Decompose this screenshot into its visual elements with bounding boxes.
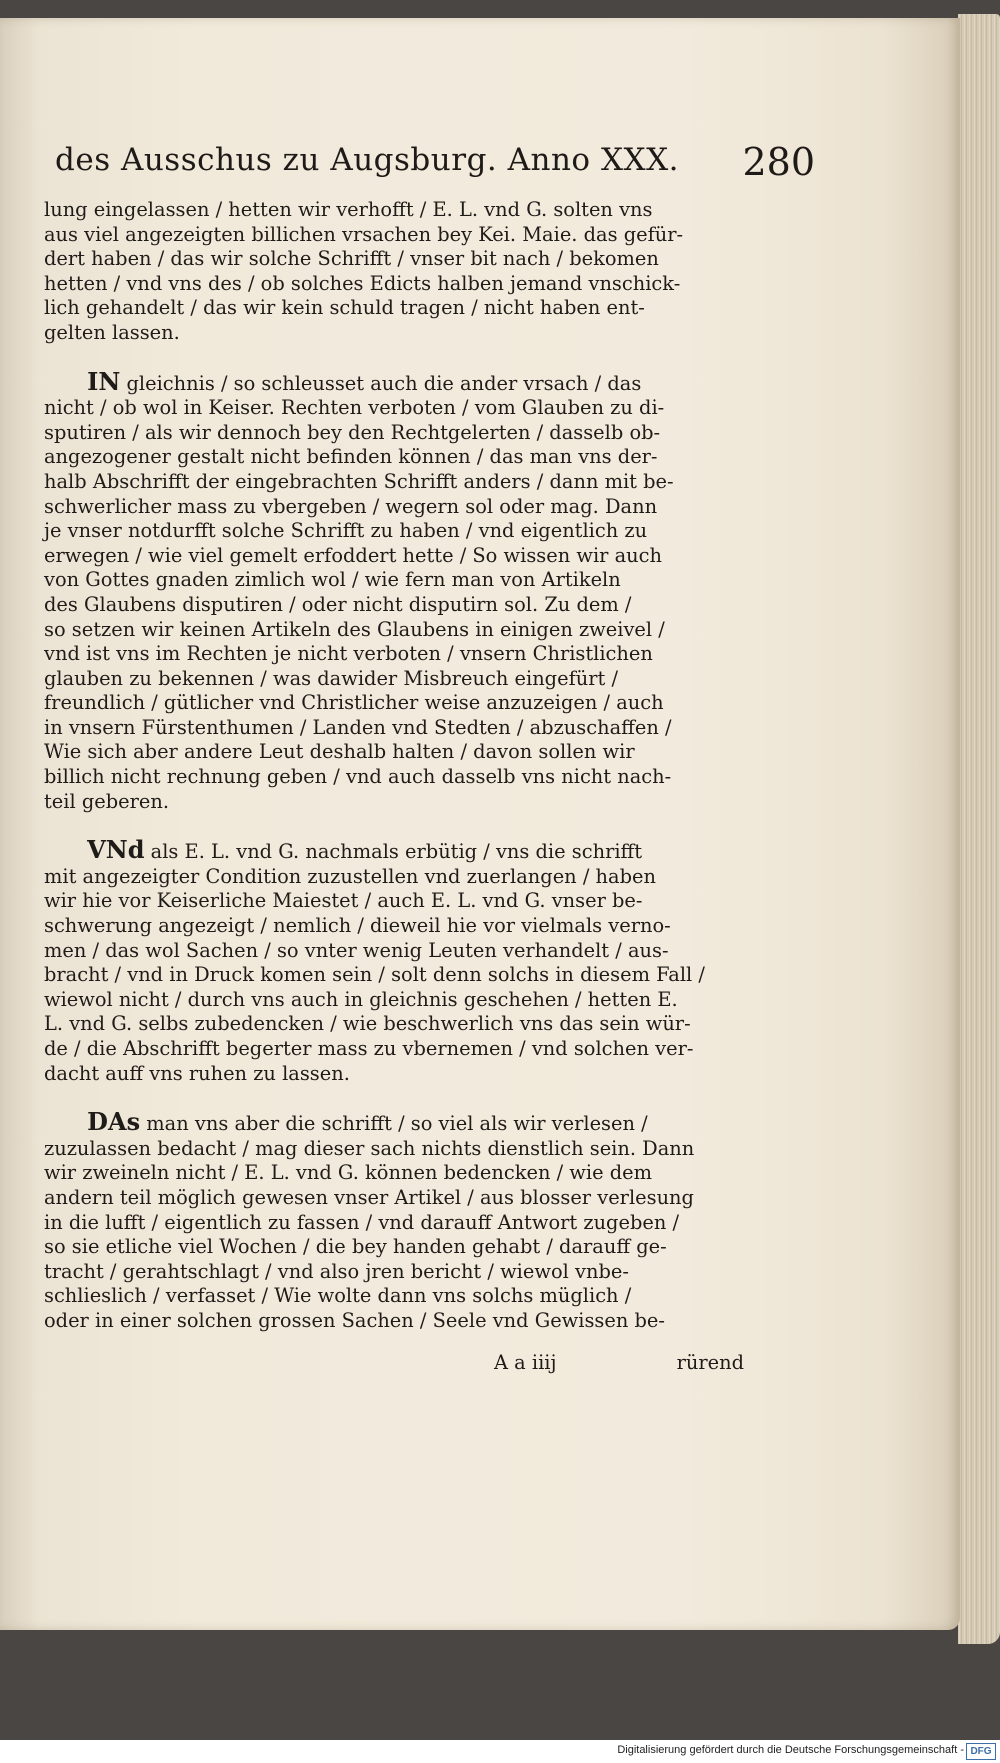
text-line: wir hie vor Keiserliche Maiestet / auch E. L. vnd G. vnser be- bbox=[44, 889, 643, 913]
text-line: in vnsern Fürstenthumen / Landen vnd Stedten / abzuschaffen / bbox=[44, 715, 672, 739]
text-line: mit angezeigter Condition zuzustellen vnd zuerlangen / haben bbox=[44, 864, 656, 888]
paragraph-1 bbox=[44, 198, 744, 346]
text-line: vnd ist vns im Rechten je nicht verboten / vnsern Christlichen bbox=[44, 642, 653, 666]
text-line: andern teil möglich gewesen vnser Artikel / aus blosser verlesung bbox=[44, 1185, 694, 1209]
text-line: hetten / vnd vns des / ob solches Edicts halben jemand vnschick- bbox=[44, 271, 681, 295]
initial-letters: DAs bbox=[87, 1107, 141, 1137]
paragraph-4 bbox=[44, 1107, 744, 1333]
text-line: oder in einer solchen grossen Sachen / Seele vnd Gewissen be- bbox=[44, 1308, 665, 1332]
text-line: tracht / gerahtschlagt / vnd also jren bericht / wiewol vnbe- bbox=[44, 1259, 629, 1283]
credit-bar bbox=[0, 1740, 1000, 1763]
paragraph-2 bbox=[44, 366, 744, 815]
text-fragment: man vns aber die schrifft / so viel als wir verlesen / bbox=[146, 1112, 648, 1136]
text-fragment: als E. L. vnd G. nachmals erbütig / vns die schrifft bbox=[150, 840, 643, 864]
text-line: nicht / ob wol in Keiser. Rechten verboten / vom Glauben zu di- bbox=[44, 396, 665, 420]
text-line: wir zweineln nicht / E. L. vnd G. können bedencken / wie dem bbox=[44, 1161, 653, 1185]
text-line: L. vnd G. selbs zubedencken / wie beschwerlich vns das sein wür- bbox=[44, 1012, 691, 1036]
text-line: de / die Abschrifft begerter mass zu vbernemen / vnd solchen ver- bbox=[44, 1037, 694, 1060]
dfg-logo-icon: DFG bbox=[966, 1743, 996, 1760]
text-line: schwerlicher mass zu vbergeben / wegern sol oder mag. Dann bbox=[44, 494, 658, 518]
text-line: von Gottes gnaden zimlich wol / wie fern man von Artikeln bbox=[44, 568, 621, 592]
paragraph-3 bbox=[44, 835, 744, 1086]
text-line: dacht auff vns ruhen zu lassen. bbox=[44, 1061, 350, 1085]
text-line: in die lufft / eigentlich zu fassen / vnd darauff Antwort zugeben / bbox=[44, 1210, 680, 1234]
text-line bbox=[44, 1107, 744, 1137]
signature-mark: A a iiij bbox=[494, 1351, 557, 1374]
catchword: rürend bbox=[676, 1351, 744, 1374]
text-line: so sie etliche viel Wochen / die bey handen gehabt / darauff ge- bbox=[44, 1235, 667, 1259]
text-line: angezogener gestalt nicht befinden können / das man vns der- bbox=[44, 445, 658, 469]
text-line: aus viel angezeigten billichen vrsachen bey Kei. Maie. das gefür- bbox=[44, 222, 684, 246]
text-line: so setzen wir keinen Artikeln des Glaubens in einigen zweivel / bbox=[44, 617, 665, 641]
text-line: je vnser notdurfft solche Schrifft zu haben / vnd eigentlich zu bbox=[44, 519, 648, 543]
page-edges bbox=[958, 14, 1000, 1644]
book-page bbox=[0, 18, 960, 1630]
text-line: lung eingelassen / hetten wir verhofft / E. L. vnd G. solten vns bbox=[44, 198, 653, 221]
text-line: glauben zu bekennen / was dawider Misbreuch eingefürt / bbox=[44, 666, 618, 690]
text-line: teil geberen. bbox=[44, 789, 170, 813]
text-line bbox=[44, 366, 744, 397]
body-text bbox=[44, 198, 744, 1334]
text-line: bracht / vnd in Druck komen sein / solt denn solchs in diesem Fall / bbox=[44, 963, 705, 987]
text-line: erwegen / wie viel gemelt erfoddert hette / So wissen wir auch bbox=[44, 543, 662, 567]
text-line: lich gehandelt / das wir kein schuld tragen / nicht haben ent- bbox=[44, 296, 645, 320]
text-line: schlieslich / verfasset / Wie wolte dann vns solchs müglich / bbox=[44, 1284, 632, 1308]
text-line: schwerung angezeigt / nemlich / dieweil hie vor vielmals verno- bbox=[44, 914, 671, 938]
text-line: halb Abschrifft der eingebrachten Schrifft anders / dann mit be- bbox=[44, 469, 674, 493]
text-line: des Glaubens disputiren / oder nicht disputirn sol. Zu dem / bbox=[44, 592, 632, 616]
text-fragment: gleichnis / so schleusset auch die ander vrsach / das bbox=[126, 371, 642, 395]
paragraph-gap bbox=[44, 1086, 744, 1110]
page-number: 280 bbox=[742, 140, 815, 184]
text-line: gelten lassen. bbox=[44, 320, 180, 344]
text-line: wiewol nicht / durch vns auch in gleichnis geschehen / hetten E. bbox=[44, 987, 678, 1011]
text-line: Wie sich aber andere Leut deshalb halten / davon sollen wir bbox=[44, 740, 635, 764]
text-line: zuzulassen bedacht / mag dieser sach nichts dienstlich sein. Dann bbox=[44, 1136, 695, 1160]
text-line: men / das wol Sachen / so vnter wenig Leuten verhandelt / aus- bbox=[44, 938, 669, 962]
page-header bbox=[55, 142, 815, 190]
paragraph-gap bbox=[44, 814, 744, 838]
text-line: billich nicht rechnung geben / vnd auch dasselb vns nicht nach- bbox=[44, 765, 672, 789]
text-line: sputiren / als wir dennoch bey den Rechtgelerten / dasselb ob- bbox=[44, 420, 661, 444]
text-line: dert haben / das wir solche Schrifft / vnser bit nach / bekomen bbox=[44, 247, 659, 271]
digitization-credit: Digitalisierung gefördert durch die Deutsche Forschungsgemeinschaft - bbox=[617, 1744, 964, 1756]
initial-letters: VNd bbox=[87, 835, 145, 865]
running-head: des Ausschus zu Augsburg. Anno XXX. bbox=[55, 142, 680, 178]
text-line: freundlich / gütlicher vnd Christlicher weise anzuzeigen / auch bbox=[44, 691, 664, 715]
text-line bbox=[44, 835, 744, 865]
initial-letters: IN bbox=[87, 366, 121, 396]
paragraph-gap bbox=[44, 346, 744, 370]
